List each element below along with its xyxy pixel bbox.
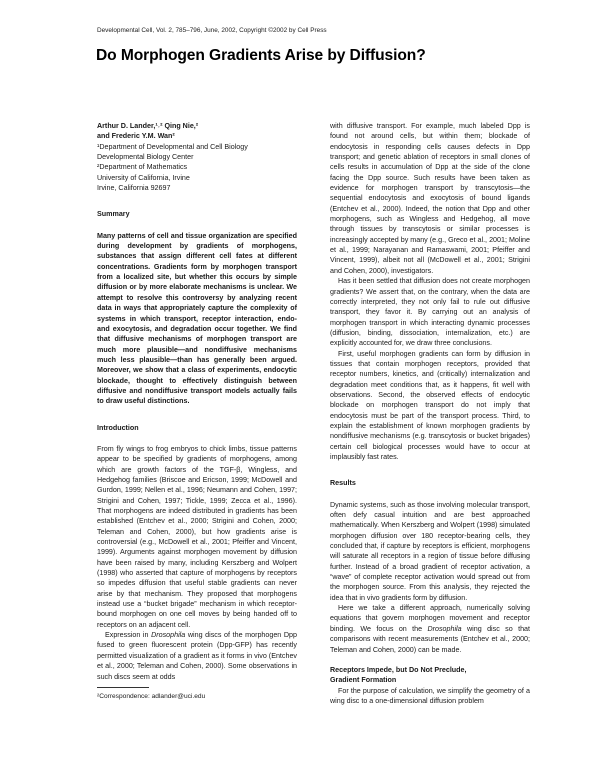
subsection-heading-line: Gradient Formation	[330, 676, 397, 685]
species-name: Drosophila	[151, 631, 186, 640]
journal-citation-header: Developmental Cell, Vol. 2, 785–796, June, 2002, Copyright ©2002 by Cell Press	[97, 27, 327, 34]
left-column	[97, 121, 297, 702]
affiliation-line: ¹Department of Developmental and Cell Biology	[97, 142, 248, 151]
summary-heading: Summary	[97, 210, 130, 219]
text-run: wing discs of the morphogen Dpp fused to green fluorescent protein (Dpp-GFP) has recently permitted visualization of a gradient as it forms in vivo (Entchev et al., 2000; Teleman and Cohen, 2000). Some observations in such discs seem at odds	[97, 631, 297, 681]
introduction-paragraph-1: From fly wings to frog embryos to chick limbs, tissue patterns appear to be specified by gradients of morphogens, among which are growth factors of the TGF-β, Wingless, and Hedgehog families (Briscoe and Ericson, 1999; McDowell and Gurdon, 1999; Nellen et al., 1996; Neumann and Cohen, 1997; Strigini and Cohen, 1997; Tickle, 1999; Zecca et al., 1996). That morphogens are indeed distributed in gradients has been established (Entchev et al., 2000; Strigini and Cohen, 2000; Teleman and Cohen, 2000), but how gradients arise is controversial (e.g., McDowell et al., 2001; Pfeiffer and Vincent, 1999). Arguments against morphogen movement by diffusion have been raised by many, including Kerszberg and Wolpert (1998) who asserted that capture of morphogens by receptors so impedes diffusion that useful stable gradients can never arise by that mechanism. They proposed that morphogens instead use a “bucket brigade” mechanism in which receptor-bound morphogen on one cell moves by being handed off to receptors on an adjacent cell.	[97, 444, 297, 629]
species-name: Drosophila	[427, 624, 462, 633]
right-column	[330, 121, 530, 706]
summary-text: Many patterns of cell and tissue organization are specified during development by gradients of morphogens, substances that assign different cell fates at different concentrations. Gradients form by morphogen transport from a localized site, but whether this occurs by simple diffusion or by more elaborate mechanisms is unclear. We attempt to resolve this controversy by analyzing recent data in ways that appropriately capture the complexity of systems in which transport, receptor interaction, endo- and exocytosis, and degradation occur together. We find that diffusive mechanisms of morphogen transport are much more plausible—and nondiffusive mechanisms much less plausible—than has generally been argued. Moreover, we show that a class of experiments, endocytic blockade, thought to effectively distinguish between diffusive and nondiffusive transport models actually fails to draw useful distinctions.	[97, 231, 297, 406]
affiliation-line: University of California, Irvine	[97, 173, 190, 182]
introduction-paragraph-2	[97, 630, 297, 682]
introduction-heading: Introduction	[97, 423, 139, 432]
text-run: wing disc so that comparisons with recent measurements (Entchev et al., 2000; Teleman and Cohen, 2000) can be made.	[330, 624, 530, 654]
author-line-1: Arthur D. Lander,¹˒² Qing Nie,²	[97, 122, 199, 130]
body-paragraph: For the purpose of calculation, we simplify the geometry of a wing disc to a one-dimensional diffusion problem	[330, 686, 530, 705]
affiliation-line: Irvine, California 92697	[97, 184, 171, 193]
footnote-divider	[97, 687, 149, 688]
body-paragraph: with diffusive transport. For example, much labeled Dpp is found not around cells, but within them; blockade of endocytosis in responding cells causes defects in Dpp transport; and genetic ablation of receptors in small clones of cells results in accumulation of Dpp at the side of the clone facing the Dpp source. Such results have been taken as evidence for morphogen transport by transcytosis—the sequential endocytosis and exocytosis of bound ligands (Entchev et al., 2000). Indeed, the notion that Dpp and other morphogens, such as Wingless and Hedgehog, all move through tissues by transcytosis or similar processes is increasingly accepted by many (e.g., Greco et al., 2001; Moline et al., 1999; Narayanan and Ramaswami, 2001; Pfeiffer and Vincent, 1999), albeit not all (McDowell et al., 2001; Strigini and Cohen, 2000), investigators.	[330, 122, 530, 275]
correspondence-footnote: ²Correspondence: adlander@uci.edu	[97, 692, 206, 700]
results-heading: Results	[330, 479, 356, 488]
results-paragraph-2	[330, 603, 530, 655]
affiliation-line: ²Department of Mathematics	[97, 163, 188, 172]
results-paragraph-1: Dynamic systems, such as those involving molecular transport, often defy casual intuition and are best approached mathematically. When Kerszberg and Wolpert (1998) simulated morphogen diffusion over 180 receptor-bearing cells, they concluded that, if capture by receptors is efficient, morphogens will saturate all receptors in a region of tissue before diffusing further. Instead of a broad gradient of receptor activation, a “wave” of complete receptor activation would spread out from the morphogen source. From this analysis, they rejected the idea that in vivo gradients form by diffusion.	[330, 500, 530, 602]
subsection-heading	[330, 665, 530, 686]
text-run: Expression in	[105, 631, 152, 640]
author-list	[97, 121, 297, 142]
article-title: Do Morphogen Gradients Arise by Diffusion?	[96, 47, 426, 64]
text-run: Here we take a different approach, numerically solving equations that govern morphogen movement and receptor binding. We focus on the	[330, 604, 530, 633]
body-paragraph: First, useful morphogen gradients can form by diffusion in tissues that contain morphogen receptors, provided that receptor numbers, kinetics, and (critically) internalization and degradation meet conditions that, as it happens, fit well with observations. Second, the observed effects of endocytic blockade on morphogen transport do not imply that endocytosis must be part of the transport process. Third, to explain the establishment of known morphogen gradients by nondiffusive mechanisms (e.g. transcytosis or bucket brigades) certain cell biological processes would have to occur at implausibly fast rates.	[330, 349, 530, 461]
body-paragraph: Has it been settled that diffusion does not create morphogen gradients? We assert that, on the contrary, when the data are correctly interpreted, they not only fail to rule out diffusive transport, they favor it. By carrying out an analysis of morphogen transport in which interacting dynamic processes (diffusion, binding, dissociation, internalization, etc.) are explicitly accounted for, we draw three conclusions.	[330, 277, 530, 348]
affiliations	[97, 142, 297, 194]
author-line-2: and Frederic Y.M. Wan²	[97, 132, 175, 141]
subsection-heading-line: Receptors Impede, but Do Not Preclude,	[330, 665, 467, 674]
affiliation-line: Developmental Biology Center	[97, 153, 194, 162]
